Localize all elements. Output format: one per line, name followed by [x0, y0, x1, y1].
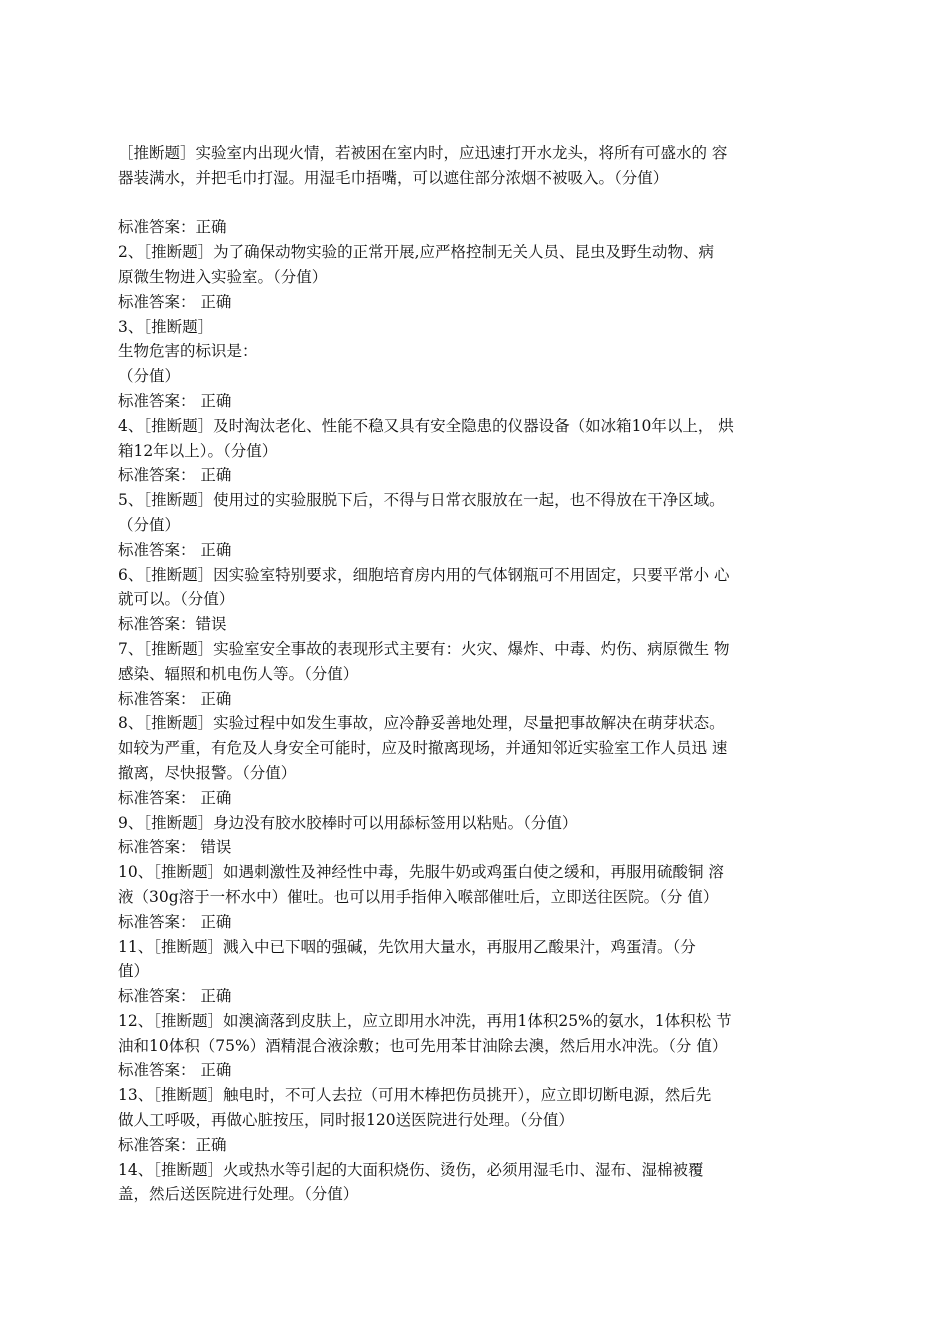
- text-line: （分值）: [118, 367, 181, 386]
- text-line: 原微生物进入实验室。（分值）: [118, 267, 328, 286]
- text-line: 标准答案：正确: [118, 1135, 227, 1154]
- text-line: 标准答案： 正确: [118, 466, 232, 485]
- text-line: （分值）: [118, 515, 181, 534]
- text-line: 13、［推断题］触电时，不可人去拉（可用木棒把伤员挑开），应立即切断电源，然后先: [118, 1086, 712, 1105]
- text-line: 6、［推断题］因实验室特别要求，细胞培育房内用的气体钢瓶可不用固定，只要平常小 心: [118, 565, 730, 584]
- text-line: 标准答案： 正确: [118, 391, 232, 410]
- question-list: [118, 141, 850, 1207]
- text-line: 2、［推断题］为了确保动物实验的正常开展,应严格控制无关人员、昆虫及野生动物、病: [118, 243, 715, 262]
- text-line: 标准答案： 错误: [118, 838, 232, 857]
- text-line: 8、［推断题］实验过程中如发生事故，应冷静妥善地处理，尽量把事故解决在萌芽状态。: [118, 714, 725, 733]
- text-line: 标准答案：正确: [118, 218, 227, 237]
- text-line: 液（30g溶于一杯水中）催吐。也可以用手指伸入喉部催吐后，立即送往医院。（分 值）: [118, 887, 719, 906]
- text-line: 标准答案： 正确: [118, 788, 232, 807]
- blank-line: [118, 191, 850, 216]
- text-line: 标准答案： 正确: [118, 987, 232, 1006]
- text-line: 撤离，尽快报警。（分值）: [118, 763, 297, 782]
- text-line: 10、［推断题］如遇刺激性及神经性中毒，先服牛奶或鸡蛋白使之缓和，再服用硫酸铜 溶: [118, 863, 724, 882]
- text-line: 盖，然后送医院进行处理。（分值）: [118, 1185, 359, 1204]
- text-line: 标准答案：错误: [118, 615, 227, 634]
- text-line: 箱12年以上）。（分值）: [118, 441, 278, 460]
- text-line: 7、［推断题］实验室安全事故的表现形式主要有：火灾、爆炸、中毒、灼伤、病原微生 物: [118, 639, 730, 658]
- text-line: 9、［推断题］身边没有胶水胶棒时可以用舔标签用以粘贴。（分值）: [118, 813, 578, 832]
- text-line: 12、［推断题］如澳滴落到皮肤上，应立即用水冲洗，再用1体积25%的氨水，1体积松 节: [118, 1011, 732, 1030]
- text-line: 4、［推断题］及时淘汰老化、性能不稳又具有安全隐患的仪器设备（如冰箱10年以上， 烘: [118, 416, 734, 435]
- text-line: 做人工呼吸，再做心脏按压，同时报120送医院进行处理。（分值）: [118, 1111, 574, 1130]
- text-line: 油和10体积（75%）酒精混合液涂敷；也可先用苯甘油除去澳，然后用水冲洗。（分 值）: [118, 1036, 728, 1055]
- text-line: 标准答案： 正确: [118, 292, 232, 311]
- text-line: 11、［推断题］溅入中已下咽的强碱，先饮用大量水，再服用乙酸果汁，鸡蛋清。（分: [118, 937, 696, 956]
- text-line: 感染、辐照和机电伤人等。（分值）: [118, 664, 359, 683]
- text-line: 标准答案： 正确: [118, 912, 232, 931]
- text-line: 生物危害的标识是：: [118, 342, 258, 361]
- text-line: 标准答案： 正确: [118, 689, 232, 708]
- text-line: 标准答案： 正确: [118, 1061, 232, 1080]
- text-line: 如较为严重，有危及人身安全可能时，应及时撤离现场，并通知邻近实验室工作人员迅 速: [118, 739, 728, 758]
- text-line: ［推断题］实验室内出现火情，若被困在室内时，应迅速打开水龙头，将所有可盛水的 容: [118, 144, 728, 162]
- text-line: 5、［推断题］使用过的实验服脱下后，不得与日常衣服放在一起，也不得放在干净区域。: [118, 491, 725, 510]
- text-line: 器装满水，并把毛巾打湿。用湿毛巾捂嘴，可以遮住部分浓烟不被吸入。（分值）: [118, 168, 669, 187]
- text-line: 标准答案： 正确: [118, 540, 232, 559]
- text-line: 就可以。（分值）: [118, 590, 235, 609]
- text-line: 值）: [118, 962, 150, 981]
- text-line: 14、［推断题］火或热水等引起的大面积烧伤、烫伤，必须用湿毛巾、湿布、湿棉被覆: [118, 1160, 704, 1179]
- text-line: 3、［推断题］: [118, 317, 214, 336]
